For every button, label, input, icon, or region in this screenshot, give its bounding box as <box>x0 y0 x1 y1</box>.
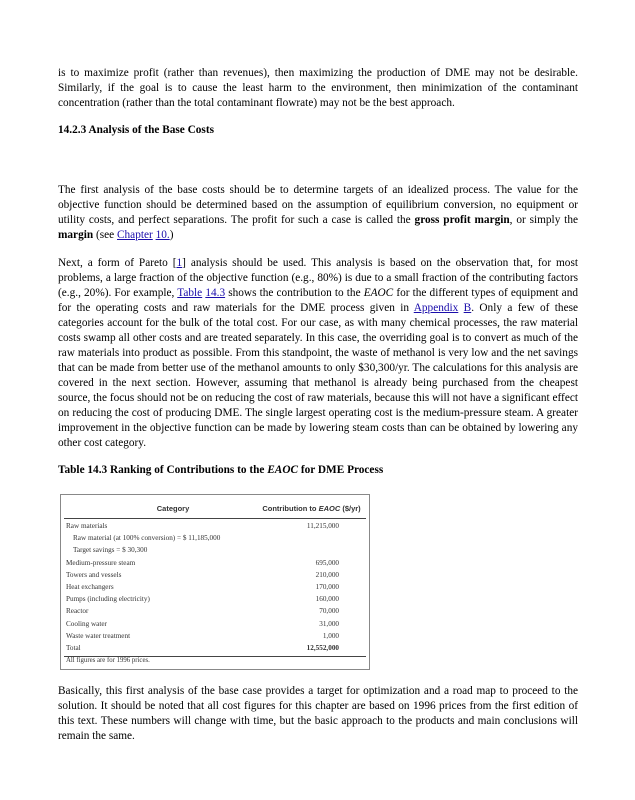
p2-text-3: (see <box>93 229 117 241</box>
table-row <box>64 545 366 557</box>
term-margin: margin <box>58 229 94 241</box>
link-table[interactable]: Table <box>177 287 203 299</box>
header-contribution-post: ($/yr) <box>340 504 361 513</box>
table-row <box>64 594 366 606</box>
row-value: 170,000 <box>315 582 339 591</box>
p3-text-3: shows the contribution to the <box>225 287 364 299</box>
p3-text-2: ] analysis should be used. This analysis is based on the observation that, for most problems, a large fraction of the objective function (e.g., 80%) is due to a small fraction of the contributing factors (e.g., 20%). For example, <box>58 257 578 299</box>
header-contribution <box>254 504 369 513</box>
document-page <box>58 66 578 476</box>
table-row <box>64 606 366 618</box>
table-caption <box>58 464 578 476</box>
header-category: Category <box>156 504 190 513</box>
row-category: Raw material (at 100% conversion) = $ 11,185,000 <box>73 534 221 543</box>
section-heading: 14.2.3 Analysis of the Base Costs <box>58 124 214 136</box>
header-contribution-pre: Contribution to <box>262 504 319 513</box>
row-value: 160,000 <box>315 595 339 604</box>
row-category: Reactor <box>66 607 89 616</box>
link-appendix-b[interactable]: B <box>463 302 472 314</box>
link-ref-1[interactable]: 1 <box>176 257 183 269</box>
row-category: Total <box>66 643 81 652</box>
link-table-14-3[interactable]: 14.3 <box>205 287 226 299</box>
row-category: Towers and vessels <box>66 570 122 579</box>
term-gross-profit-margin: gross profit margin <box>414 214 510 226</box>
row-category: Cooling water <box>66 619 107 628</box>
paragraph-base-costs <box>58 183 578 243</box>
paragraph-conclusion: Basically, this first analysis of the base case provides a target for optimization and a road map to proceed to the solution. It should be noted that all cost figures for this chapter are based on 1996 prices from the first edition of this text. These numbers will change with time, but the basic approach to the products and main conclusions will remain the same. <box>58 685 578 742</box>
link-appendix[interactable]: Appendix <box>413 302 459 314</box>
table-row <box>64 521 366 533</box>
closing-section <box>58 684 578 757</box>
p2-text-4: ) <box>169 229 174 241</box>
table-row <box>64 582 366 594</box>
term-eaoc: EAOC <box>363 287 394 299</box>
row-value: 11,215,000 <box>306 522 339 530</box>
row-category: Raw materials <box>66 522 108 530</box>
table-header <box>64 500 366 519</box>
cost-table-image <box>60 494 370 670</box>
row-category: Heat exchangers <box>66 582 114 591</box>
table-row <box>64 570 366 582</box>
row-value: 31,000 <box>319 619 339 628</box>
link-chapter-10[interactable]: 10. <box>155 229 170 241</box>
table-note: All figures are for 1996 prices. <box>66 657 150 664</box>
caption-text-2: for DME Process <box>298 464 384 476</box>
link-chapter[interactable]: Chapter <box>117 229 153 241</box>
table-row <box>64 619 366 631</box>
p3-text-5: . Only a few of these categories account for the bulk of the total cost. For our case, as with many chemical processes, the raw material costs swamp all other costs and are treated separately. In this case, the overriding goal is to convert as much of the raw materials into product as possible. From this standpoint, the waste of methanol is very low and the net savings that can be made from better use of the methanol amounts to only $30,300/yr. The calculations for this analysis are covered in the next section. However, assuming that methanol is already being purchased from the cheapest source, the focus should not be on reducing the cost of raw materials, because this will not have a significant effect on reducing the cost of producing DME. The single largest operating cost is the medium-pressure steam. A greater improvement in the objective function can be made by lowering steam costs than can be obtained by lowering any other cost category. <box>58 302 578 449</box>
table-row <box>64 631 366 643</box>
header-contribution-eaoc: EAOC <box>318 504 341 513</box>
row-value: 210,000 <box>315 570 339 579</box>
row-category: Medium-pressure steam <box>66 558 136 567</box>
table-row <box>64 558 366 570</box>
row-category: Target savings = $ 30,300 <box>73 546 148 555</box>
row-value: 695,000 <box>315 558 339 567</box>
row-value: 12,552,000 <box>306 643 339 652</box>
row-category: Waste water treatment <box>66 631 131 640</box>
paragraph-intro: is to maximize profit (rather than revenues), then maximizing the production of DME may not be desirable. Similarly, if the goal is to cause the least harm to the environment, then minimization of the contaminant concentration (rather than the total contaminant flowrate) may not be the best approach. <box>58 67 578 109</box>
p2-text-2: , or simply the <box>509 214 578 226</box>
table-row <box>64 533 366 545</box>
row-value: 70,000 <box>319 607 339 616</box>
p2-text-1: The first analysis of the base costs should be to determine targets of an idealized process. The value for the objective function should be determined based on the assumption of equilibrium conversion, no equipment or utility costs, and perfect separations. The profit for such a case is called the <box>58 184 578 226</box>
row-category: Pumps (including electricity) <box>66 595 150 604</box>
caption-text-1: Table 14.3 Ranking of Contributions to the <box>58 464 268 476</box>
row-value: 1,000 <box>322 631 339 640</box>
p3-text-1: Next, a form of Pareto [ <box>58 257 177 269</box>
table-body <box>64 521 366 657</box>
paragraph-pareto <box>58 256 578 451</box>
caption-eaoc: EAOC <box>267 464 299 476</box>
p3-text-4: for the different types of equipment and for the operating costs and raw materials for the DME process given in <box>58 287 578 314</box>
table-row-total <box>64 643 366 657</box>
